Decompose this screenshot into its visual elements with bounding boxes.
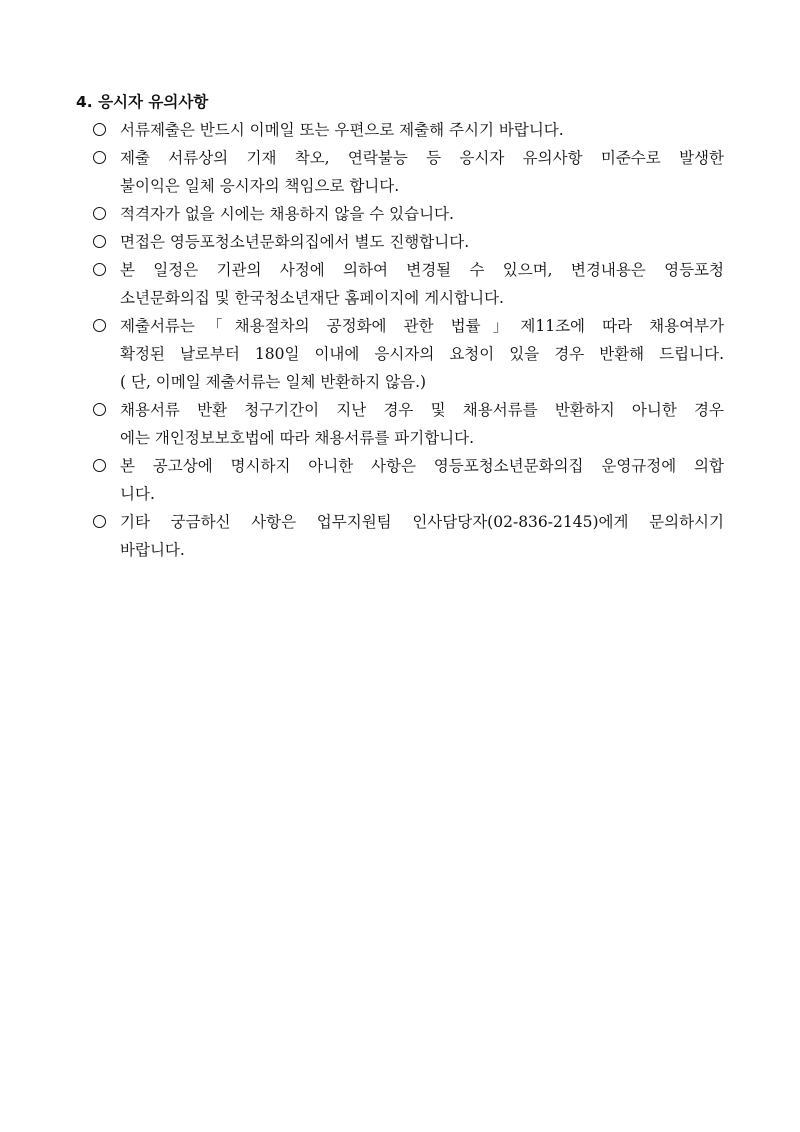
item-text-line: 바랍니다.	[120, 541, 185, 559]
item-text-line: ( 단, 이메일 제출서류는 일체 반환하지 않음.)	[120, 373, 427, 391]
circle-bullet-icon	[93, 235, 106, 248]
item-text-line: 본 공고상에 명시하지 아니한 사항은 영등포청소년문화의집 운영규정에 의합	[120, 457, 724, 475]
item-text-line: 제출서류는「채용절차의 공정화에 관한 법률」제11조에 따라 채용여부가	[120, 317, 724, 335]
item-text-line: 서류제출은 반드시 이메일 또는 우편으로 제출해 주시기 바랍니다.	[120, 121, 564, 139]
circle-bullet-icon	[93, 319, 106, 332]
item-text-line: 에는 개인정보보호법에 따라 채용서류를 파기합니다.	[120, 429, 475, 447]
circle-bullet-icon	[93, 151, 106, 164]
circle-bullet-icon	[93, 263, 106, 276]
item-text-line: 소년문화의집 및 한국청소년재단 홈페이지에 게시합니다.	[120, 289, 504, 307]
circle-bullet-icon	[93, 515, 106, 528]
list-item	[76, 228, 736, 256]
list-item	[76, 144, 736, 200]
list-item	[76, 200, 736, 228]
item-text-line: 제출 서류상의 기재 착오, 연락불능 등 응시자 유의사항 미준수로 발생한	[120, 149, 724, 167]
item-text-line: 면접은 영등포청소년문화의집에서 별도 진행합니다.	[120, 233, 470, 251]
item-text-line: 기타 궁금하신 사항은 업무지원팀 인사담당자(02-836-2145)에게 문의하시기	[120, 513, 724, 531]
list-item	[76, 396, 736, 452]
item-text-line: 확정된 날로부터 180일 이내에 응시자의 요청이 있을 경우 반환해 드립니다.	[120, 345, 724, 363]
notes-list	[76, 116, 736, 564]
item-text-line: 불이익은 일체 응시자의 책임으로 합니다.	[120, 177, 400, 195]
list-item	[76, 256, 736, 312]
item-text-line: 적격자가 없을 시에는 채용하지 않을 수 있습니다.	[120, 205, 454, 223]
list-item	[76, 452, 736, 508]
circle-bullet-icon	[93, 123, 106, 136]
circle-bullet-icon	[93, 459, 106, 472]
section-title: 4. 응시자 유의사항	[76, 93, 209, 111]
circle-bullet-icon	[93, 207, 106, 220]
item-text-line: 니다.	[120, 485, 155, 503]
applicant-notes-section	[76, 88, 736, 564]
item-text-line: 채용서류 반환 청구기간이 지난 경우 및 채용서류를 반환하지 아니한 경우	[120, 401, 724, 419]
item-text-line: 본 일정은 기관의 사정에 의하여 변경될 수 있으며, 변경내용은 영등포청	[120, 261, 724, 279]
circle-bullet-icon	[93, 403, 106, 416]
list-item	[76, 508, 736, 564]
list-item	[76, 312, 736, 396]
list-item	[76, 116, 736, 144]
